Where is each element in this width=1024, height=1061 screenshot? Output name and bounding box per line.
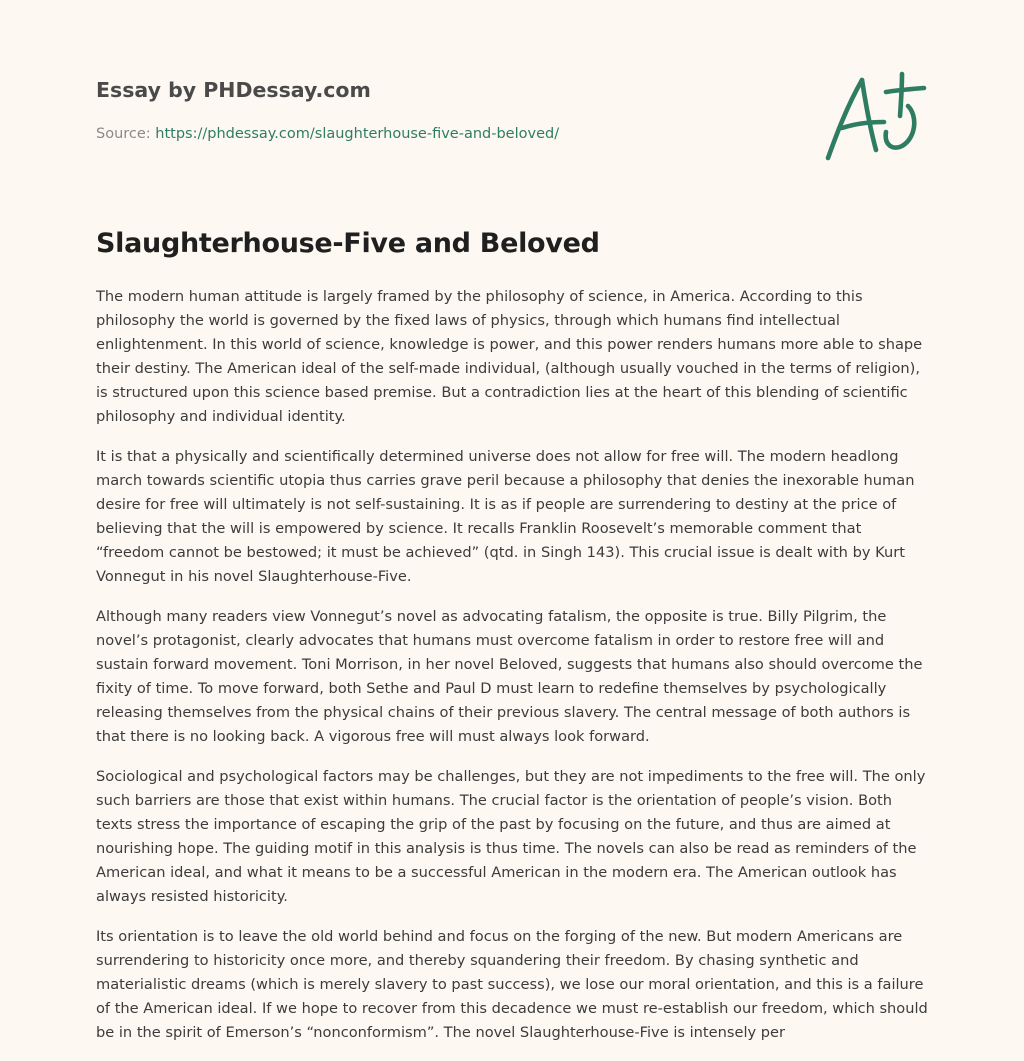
essay-paragraph: Its orientation is to leave the old world behind and focus on the forging of the new. But modern Americans are surrendering to historicity once more, and thereby squandering their freedom. By chasing synthetic and materialistic dreams (which is merely slavery to past success), we lose our moral orientation, and this is a failure of the American ideal. If we hope to recover from this decadence we must re-establish our freedom, which should be in the spirit of Emerson’s “nonconformism”. The novel Slaughterhouse-Five is intensely per [96, 928, 928, 1041]
essay-paragraph: It is that a physically and scientifically determined universe does not allow for free will. The modern headlong march towards scientific utopia thus carries grave peril because a philosophy that denies the inexorable human desire for free will ultimately is not self-sustaining. It is as if people are surrendering to destiny at the price of believing that the will is empowered by science. It recalls Franklin Roosevelt’s memorable comment that “freedom cannot be bestowed; it must be achieved” (qtd. in Singh 143). This crucial issue is dealt with by Kurt Vonnegut in his novel Slaughterhouse-Five. [96, 448, 915, 585]
essay-paragraph: The modern human attitude is largely framed by the philosophy of science, in America. According to this philosophy the world is governed by the fixed laws of physics, through which humans find intellectual enlightenment. In this world of science, knowledge is power, and this power renders humans more able to shape their destiny. The American ideal of the self-made individual, (although usually vouched in the terms of religion), is structured upon this science based premise. But a contradiction lies at the heart of this blending of scientific philosophy and individual identity. [96, 288, 923, 425]
source-link[interactable]: https://phdessay.com/slaughterhouse-five-and-beloved/ [155, 126, 560, 142]
source-line [96, 124, 796, 144]
essay-paragraph: Sociological and psychological factors may be challenges, but they are not impediments to the free will. The only such barriers are those that exist within humans. The crucial factor is the orientation of people’s vision. Both texts stress the importance of escaping the grip of the past by focusing on the future, and thus are aimed at nourishing hope. The guiding motif in this analysis is thus time. The novels can also be read as reminders of the American ideal, and what it means to be a successful American in the modern era. The American outlook has always resisted historicity. [96, 768, 926, 905]
essay-paragraph: Although many readers view Vonnegut’s novel as advocating fatalism, the opposite is true. Billy Pilgrim, the novel’s protagonist, clearly advocates that humans must overcome fatalism in order to restore free will and sustain forward movement. Toni Morrison, in her novel Beloved, suggests that humans also should overcome the fixity of time. To move forward, both Sethe and Paul D must learn to redefine themselves by psychologically releasing themselves from the physical chains of their previous slavery. The central message of both authors is that there is no looking back. A vigorous free will must always look forward. [96, 608, 923, 745]
site-header [96, 76, 796, 144]
a-plus-logo-icon [818, 66, 930, 166]
source-label: Source: [96, 126, 151, 142]
brand-title: Essay by PHDessay.com [96, 78, 371, 102]
essay-body [96, 285, 932, 1061]
essay-title: Slaughterhouse-Five and Beloved [96, 228, 600, 259]
